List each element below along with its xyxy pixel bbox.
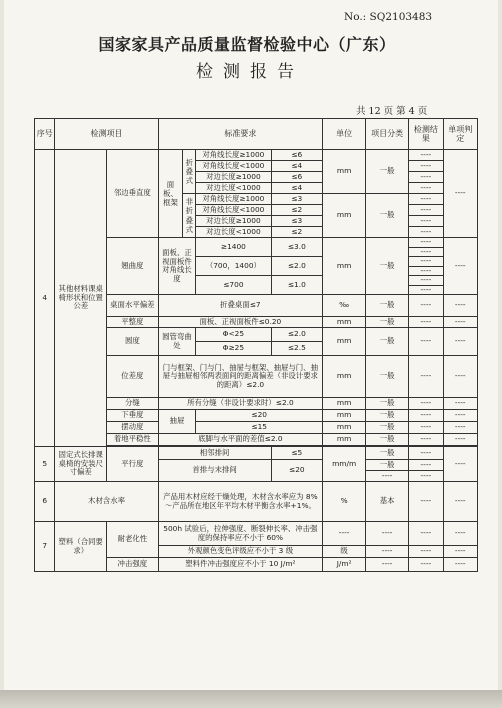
sub-item-cell: 着地平稳性 <box>107 434 159 446</box>
sub-item-cell: 位差度 <box>107 356 159 398</box>
table-header-row <box>35 119 478 150</box>
verdict-cell: ---- <box>443 447 477 482</box>
category-cell: 圆管弯曲处 <box>158 328 196 356</box>
result-cell: ---- <box>409 205 443 216</box>
result-cell: ---- <box>409 276 443 286</box>
requirement-cell: ≤6 <box>271 172 323 183</box>
condition-cell: 对角线长度<1000 <box>196 161 271 172</box>
unit-cell: mm <box>323 422 366 434</box>
sub-item-cell: 翘曲度 <box>107 238 159 295</box>
verdict-cell: ---- <box>443 328 477 356</box>
requirement-cell: ≤2.5 <box>271 342 323 356</box>
result-cell: ---- <box>409 247 443 257</box>
result-cell: ---- <box>409 460 443 471</box>
verdict-cell: ---- <box>443 558 477 572</box>
result-cell: ---- <box>409 150 443 161</box>
requirement-cell: ≤15 <box>196 422 323 434</box>
header-item: 检测项目 <box>55 119 158 150</box>
condition-cell: 对角线长度<1000 <box>196 205 271 216</box>
class-cell: 一般 <box>366 410 409 422</box>
unit-cell: ---- <box>323 522 366 546</box>
class-cell: 一般 <box>366 238 409 295</box>
result-cell: ---- <box>409 194 443 205</box>
result-cell: ---- <box>409 447 443 460</box>
table-row <box>35 447 478 460</box>
result-cell: ---- <box>409 398 443 410</box>
item-cell: 固定式长排课桌椅的安装尺寸偏差 <box>55 447 107 482</box>
result-cell: ---- <box>409 266 443 276</box>
condition-cell: 对边长度≥1000 <box>196 216 271 227</box>
category-cell: 面板、正视面板件对角线长度 <box>158 238 196 295</box>
seq-cell: 4 <box>35 150 55 447</box>
requirement-cell: ≤5 <box>271 447 323 460</box>
sub-item-cell: 摆动度 <box>107 422 159 434</box>
requirement-cell: ≤1.0 <box>271 276 323 295</box>
verdict-cell: ---- <box>443 422 477 434</box>
verdict-cell: ---- <box>443 482 477 522</box>
result-cell: ---- <box>409 257 443 267</box>
unit-cell: mm <box>323 356 366 398</box>
unit-cell: 级 <box>323 546 366 558</box>
class-cell: ---- <box>366 471 409 482</box>
header-seq: 序号 <box>35 119 55 150</box>
requirement-cell: ≤4 <box>271 161 323 172</box>
class-cell: 一般 <box>366 317 409 328</box>
category-cell: 面板、框架 <box>158 150 183 238</box>
class-cell: 一般 <box>366 422 409 434</box>
condition-cell: 对角线长度≥1000 <box>196 150 271 161</box>
class-cell: 基本 <box>366 482 409 522</box>
class-cell: 一般 <box>366 398 409 410</box>
requirement-cell: 500h 试验后，拉伸强度、断裂伸长率、冲击强度的保持率应不小于 60% <box>158 522 322 546</box>
unit-cell: mm <box>323 238 366 295</box>
header-result: 检测结果 <box>409 119 443 150</box>
header-unit: 单位 <box>323 119 366 150</box>
requirement-cell: 产品用木材应经干燥处理，木材含水率应为 8%～产品所在地区年平均木材平衡含水率+1%。 <box>158 482 322 522</box>
sub-item-cell: 冲击强度 <box>107 558 159 572</box>
class-cell: 一般 <box>366 295 409 317</box>
condition-cell: 对边长度<1000 <box>196 183 271 194</box>
unit-cell: mm <box>323 398 366 410</box>
requirement-cell: 底脚与水平面的差值≤2.0 <box>158 434 322 446</box>
requirement-cell: ≤3 <box>271 194 323 205</box>
requirement-cell: 面板、正视面板件≤0.20 <box>158 317 322 328</box>
table-row <box>35 482 478 522</box>
seq-cell: 6 <box>35 482 55 522</box>
unit-cell: mm <box>323 410 366 422</box>
sub-item-cell: 分缝 <box>107 398 159 410</box>
class-cell: 一般 <box>366 356 409 398</box>
organization-name: 国家家具产品质量监督检验中心（广东） <box>98 35 396 54</box>
requirement-cell: 外观颜色变色评级应不小于 3 级 <box>158 546 322 558</box>
header-class: 项目分类 <box>366 119 409 150</box>
sub-item-cell: 圆度 <box>107 328 159 356</box>
class-cell: 一般 <box>366 447 409 460</box>
result-cell: ---- <box>409 471 443 482</box>
unit-cell: mm <box>323 317 366 328</box>
unit-cell: mm <box>323 328 366 356</box>
table-row <box>35 150 478 161</box>
unit-cell: mm/m <box>323 447 366 482</box>
item-cell: 塑料（合同要求） <box>55 522 107 572</box>
requirement-cell: ≤3 <box>271 216 323 227</box>
condition-cell: ≥1400 <box>196 238 271 257</box>
requirement-cell: ≤2.0 <box>271 328 323 342</box>
condition-cell: Φ≥25 <box>196 342 271 356</box>
report-number: No.: SQ2103483 <box>344 11 433 23</box>
unit-cell: mm <box>323 194 366 238</box>
verdict-cell: ---- <box>443 238 477 295</box>
result-cell: ---- <box>409 161 443 172</box>
verdict-cell: ---- <box>443 150 477 238</box>
unit-cell: J/m² <box>323 558 366 572</box>
class-cell: 一般 <box>366 434 409 446</box>
result-cell: ---- <box>409 434 443 446</box>
item-cell: 其他材料课桌椅形状和位置公差 <box>55 150 107 447</box>
unit-cell: % <box>323 482 366 522</box>
item-cell: 木材含水率 <box>55 482 158 522</box>
result-cell: ---- <box>409 238 443 248</box>
verdict-cell: ---- <box>443 295 477 317</box>
verdict-cell: ---- <box>443 398 477 410</box>
condition-cell: 相邻排间 <box>158 447 271 460</box>
result-cell: ---- <box>409 328 443 356</box>
requirement-cell: 塑料件冲击强度应不小于 10 J/m² <box>158 558 322 572</box>
result-cell: ---- <box>409 558 443 572</box>
table-row <box>35 522 478 546</box>
condition-cell: 首排与末排间 <box>158 460 271 482</box>
condition-cell: （700，1400） <box>196 257 271 276</box>
requirement-cell: 折叠桌面≤7 <box>158 295 322 317</box>
class-cell: 一般 <box>366 150 409 194</box>
unit-cell: ‰ <box>323 295 366 317</box>
condition-cell: Φ<25 <box>196 328 271 342</box>
verdict-cell: ---- <box>443 317 477 328</box>
result-cell: ---- <box>409 422 443 434</box>
unit-cell: mm <box>323 434 366 446</box>
requirement-cell: ≤2 <box>271 227 323 238</box>
next-page-edge <box>0 690 502 708</box>
result-cell: ---- <box>409 183 443 194</box>
verdict-cell: ---- <box>443 356 477 398</box>
condition-cell: 对边长度≥1000 <box>196 172 271 183</box>
result-cell: ---- <box>409 172 443 183</box>
result-cell: ---- <box>409 482 443 522</box>
verdict-cell: ---- <box>443 522 477 546</box>
sub-item-cell: 下垂度 <box>107 410 159 422</box>
sub-item-cell: 桌面水平偏差 <box>107 295 159 317</box>
result-cell: ---- <box>409 216 443 227</box>
sub-item-cell: 邻边垂直度 <box>107 150 159 238</box>
requirement-cell: ≤20 <box>196 410 323 422</box>
class-cell: 一般 <box>366 328 409 356</box>
header-verdict: 单项判定 <box>443 119 477 150</box>
requirement-cell: ≤2 <box>271 205 323 216</box>
result-cell: ---- <box>409 285 443 295</box>
test-spec-table <box>34 118 478 572</box>
verdict-cell: ---- <box>443 434 477 446</box>
category-cell: 折叠式 <box>183 150 196 194</box>
class-cell: 一般 <box>366 460 409 471</box>
result-cell: ---- <box>409 546 443 558</box>
verdict-cell: ---- <box>443 546 477 558</box>
requirement-cell: ≤3.0 <box>271 238 323 257</box>
requirement-cell: ≤2.0 <box>271 257 323 276</box>
class-cell: ---- <box>366 522 409 546</box>
category-cell: 非折叠式 <box>183 194 196 238</box>
result-cell: ---- <box>409 410 443 422</box>
sub-item-cell: 平行度 <box>107 447 159 482</box>
requirement-cell: 门与框架、门与门、抽屉与框架、抽屉与门、抽屉与抽屉相邻两表面间的距离偏差（非设计要求的距离）≤2.0 <box>158 356 322 398</box>
page-counter: 共 12 页 第 4 页 <box>356 106 428 117</box>
category-cell: 抽屉 <box>158 410 196 434</box>
requirement-cell: ≤6 <box>271 150 323 161</box>
header-standard: 标准要求 <box>158 119 322 150</box>
seq-cell: 7 <box>35 522 55 572</box>
result-cell: ---- <box>409 317 443 328</box>
document-title: 检测报告 <box>196 62 304 82</box>
class-cell: ---- <box>366 558 409 572</box>
result-cell: ---- <box>409 522 443 546</box>
seq-cell: 5 <box>35 447 55 482</box>
unit-cell: mm <box>323 150 366 194</box>
sub-item-cell: 耐老化性 <box>107 522 159 558</box>
result-cell: ---- <box>409 227 443 238</box>
condition-cell: ≤700 <box>196 276 271 295</box>
verdict-cell: ---- <box>443 410 477 422</box>
result-cell: ---- <box>409 356 443 398</box>
condition-cell: 对边长度<1000 <box>196 227 271 238</box>
result-cell: ---- <box>409 295 443 317</box>
requirement-cell: ≤20 <box>271 460 323 482</box>
condition-cell: 对角线长度≥1000 <box>196 194 271 205</box>
class-cell: 一般 <box>366 194 409 238</box>
sub-item-cell: 平整度 <box>107 317 159 328</box>
requirement-cell: ≤4 <box>271 183 323 194</box>
requirement-cell: 所有分缝（非设计要求时）≤2.0 <box>158 398 322 410</box>
class-cell: ---- <box>366 546 409 558</box>
